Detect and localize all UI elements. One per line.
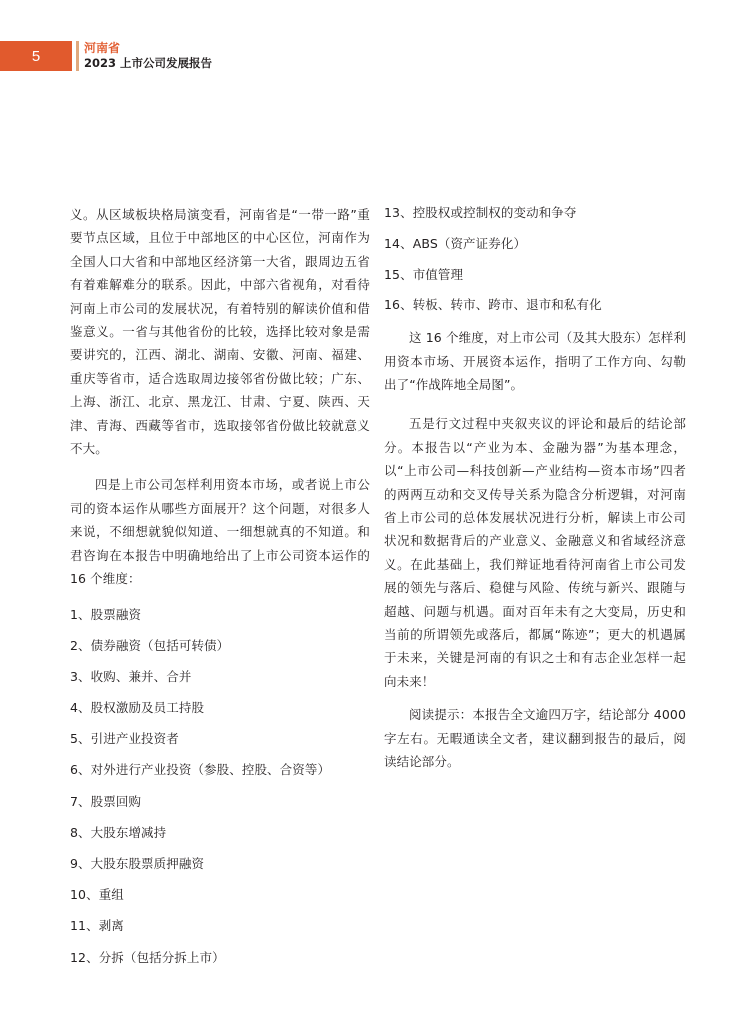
list-item: 14、ABS（资产证券化） [384,235,527,251]
list-item: 6、对外进行产业投资（参股、控股、合资等） [70,762,331,778]
list-item: 3、收购、兼并、合并 [70,668,192,684]
right-paragraph-3: 阅读提示：本报告全文逾四万字，结论部分 4000 字左右。无暇通读全文者，建议翻到报告的最后，阅读结论部分。 [384,707,686,770]
list-item: 11、剥离 [70,918,124,934]
left-paragraph-2: 四是上市公司怎样利用资本市场，或者说上市公司的资本运作从哪些方面展开？这个问题，对很多人来说，不细想就貌似知道、一细想就真的不知道。和君咨询在本报告中明确地给出了上市公司资本运作的 16 个维度： [70,477,370,587]
list-item: 2、债券融资（包括可转债） [70,637,230,653]
left-paragraph-1: 义。从区域板块格局演变看，河南省是“一带一路”重要节点区域，且位于中部地区的中心区位，河南作为全国人口大省和中部地区经济第一大省，跟周边五省有着难解难分的联系。因此，中部六省视角，对看待河南上市公司的发展状况，有着特别的解读价值和借鉴意义。一省与其他省份的比较，选择比较对象是需要讲究的，江西、湖北、湖南、安徽、河南、福建、重庆等省市，适合选取周边接邻省份做比较；广东、上海、浙江、北京、黑龙江、甘肃、宁夏、陕西、天津、青海、西藏等省市，选取接邻省份做比较就意义不大。 [70,207,370,457]
list-item: 1、股票融资 [70,606,142,622]
list-item: 5、引进产业投资者 [70,731,179,747]
page-number: 5 [31,47,41,65]
list-item: 7、股票回购 [70,793,142,809]
header-divider [76,41,79,71]
dimension-list-part-1 [70,605,370,968]
left-column [70,203,370,979]
list-item: 15、市值管理 [384,266,464,282]
page-number-tab [0,41,72,71]
right-column [384,203,686,774]
list-item: 12、分拆（包括分拆上市） [70,949,225,965]
list-item: 8、大股东增减持 [70,824,167,840]
header-province: 河南省 [84,41,121,55]
right-paragraph-2: 五是行文过程中夹叙夹议的评论和最后的结论部分。本报告以“产业为本、金融为器”为基本理念，以“上市公司—科技创新—产业结构—资本市场”四者的两两互动和交叉传导关系为隐含分析逻辑，对河南省上市公司的总体发展状况进行分析，解读上市公司状况和数据背后的产业意义、金融意义和省域经济意义。在此基础上，我们辩证地看待河南省上市公司发展的领先与落后、稳健与风险、传统与新兴、跟随与超越、问题与机遇。面对百年未有之大变局，历史和当前的所谓领先或落后，都属“陈迹”；更大的机遇属于未来，关键是河南的有识之士和有志企业怎样一起向未来！ [384,416,686,689]
list-item: 9、大股东股票质押融资 [70,856,205,871]
list-item: 4、股权激励及员工持股 [70,700,205,716]
header-report-title: 2023 上市公司发展报告 [84,56,213,70]
list-item: 10、重组 [70,887,124,903]
list-item: 13、控股权或控制权的变动和争夺 [384,205,577,220]
right-paragraph-1: 这 16 个维度，对上市公司（及其大股东）怎样利用资本市场、开展资本运作，指明了工作方向、勾勒出了“作战阵地全局图”。 [384,330,686,392]
list-item: 16、转板、转市、跨市、退市和私有化 [384,297,602,313]
dimension-list-part-2 [384,203,686,315]
running-header [84,41,212,71]
